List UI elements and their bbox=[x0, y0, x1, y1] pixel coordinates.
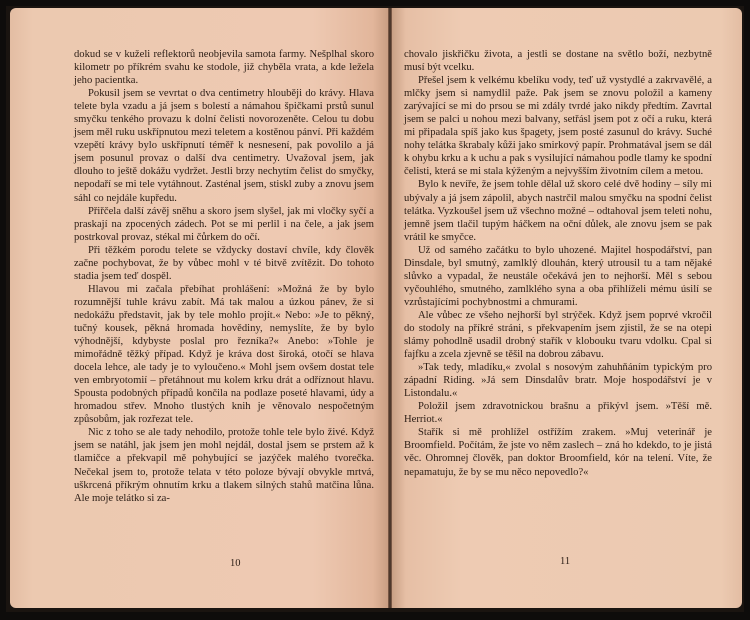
paragraph: Ale vůbec ze všeho nejhorší byl strýček. Když jsem poprvé vkročil do stodoly na příkré stráni, s překvapením jsem zjistil, že se na otepi slámy pohodlně usadil drobný stařík v klobouku tvaru vdolku. Cpal si fajfku a zcela zjevně se těšil na dobrou zábavu. bbox=[404, 309, 712, 361]
paragraph: Hlavou mi začala přebíhat prohlášení: »Možná že by bylo rozumnější tuhle krávu zabít. Má tak malou a úzkou pánev, že si nedokážu představit, jak by tele mohlo projít.« Nebo: »Je to pěkný, tučný kousek, pěkná hromada hovědiny, nemyslíte, že by bylo výhodnější, kdybyste poslal pro řezníka?« Anebo: »Tohle je mimořádně těžký případ. Když je kráva dost široká, otočí se hlava docela lehce, ale tady je to vyloučeno.« Mohl jsem ovšem dostat tele ven embryotomií – přetáhnout mu kolem krku drát a odříznout hlavu. Spousta podobných případů končila na podlaze poseté hlavami, údy a hromadou střev. Mnoho tlustých knih je věnovalo nespočetným způsobům, jak rozřezat tele. bbox=[74, 283, 374, 426]
paragraph: Bylo k nevíře, že jsem tohle dělal už skoro celé dvě hodiny – síly mi ubývaly a já jsem zápolil, abych nastrčil malou smyčku na spodní čelist telátka. Vyzkoušel jsem už všechno možné – odtahoval jsem teleti nohu, jemně jsem tlačil tupým háčkem na oční důlek, ale znovu jsem se pak vrátil ke smyčce. bbox=[404, 179, 712, 243]
paragraph: Přešel jsem k velkému kbelíku vody, teď už vystydlé a zakrvavělé, a mlčky jsem si namydlil paže. Pak jsem se znovu položil a kameny zarývající se mi do prsou se mi zdály tvrdé jako nikdy předtím. Zavrtal jsem se palci u nohou mezi balvany, setřásl jsem pot z očí a ruku, která mi připadala spíš jako kus špagety, jsem posté zasunul do krávy. Suché nohy telátka škrabaly kůži jako smirkový papír. Prohmatával jsem se dál k ohybu krku a k uchu a pak s vysilující námahou podle tlamy ke spodní čelisti, která se mi stala kýženým a nejvyšším životním cílem a metou. bbox=[404, 75, 712, 178]
page-number-left: 10 bbox=[230, 558, 241, 569]
paragraph: dokud se v kuželi reflektorů neobjevila samota farmy. Nešplhal skoro kilometr po příkrém svahu ke stodole, již chyběla vrata, a kde ležela jeho pacientka. bbox=[74, 49, 374, 87]
paragraph: chovalo jiskřičku života, a jestli se dostane na světlo boží, nezbytně musí být vcelku. bbox=[404, 49, 712, 74]
page-number-right: 11 bbox=[560, 556, 571, 567]
right-page bbox=[392, 8, 742, 608]
left-page bbox=[10, 8, 388, 608]
left-page-text bbox=[74, 48, 374, 505]
paragraph: Při těžkém porodu telete se vždycky dostaví chvíle, kdy člověk začne pochybovat, že by vůbec mohl v té bitvě zvítězit. Do tohoto stadia jsem teď dospěl. bbox=[74, 244, 374, 282]
paragraph: Už od samého začátku to bylo uhozené. Majitel hospodářství, pan Dinsdale, byl smutný, zamlklý dlouhán, který utrousil tu a tam nějaké slůvko a vypadal, že neustále očekává jen to nejhorší. Měl s sebou vyčouhlého, smutného, zamlklého syna a oba přihlíželi mému úsilí se vzrůstajícími pochybnostmi a chmurami. bbox=[404, 244, 712, 308]
paragraph: Přiřčela další závěj sněhu a skoro jsem slyšel, jak mi vločky syčí a praskají na zpocených zádech. Pot se mi perlil i na čele, a jak jsem postrkoval provaz, stékal mi čůrkem do očí. bbox=[74, 205, 374, 243]
open-book bbox=[6, 6, 744, 612]
paragraph: Položil jsem zdravotnickou brašnu a přikývl jsem. »Těší mě. Herriot.« bbox=[404, 401, 712, 426]
paragraph: »Tak tedy, mladíku,« zvolal s nosovým zahuhňáním typickým pro západní Riding. »Já sem Dinsdalův bratr. Moje hospodářství je v Listondalu.« bbox=[404, 362, 712, 400]
paragraph: Pokusil jsem se vevrtat o dva centimetry hlouběji do krávy. Hlava telete byla vzadu a já jsem s bolestí a námahou špičkami prstů sunul smyčku tenkého provazu k dolní čelisti novorozeněte. Celou tu dobu jsem měl ruku uskřípnutou mezi teletem a kostěnou pánví. Při každém vzepětí krávy bylo uskřípnutí téměř k nesnesení, pak povolilo a já jsem posunul provaz o další dva centimetry. Uvažoval jsem, jak dlouho to ještě dokážu vydržet. Jestli brzy nechytím čelist do smyčky, nepodaří se mi tele vytáhnout. Zasténal jsem, stiskl zuby a znovu jsem sáhl co nejdále kupředu. bbox=[74, 88, 374, 204]
paragraph: Nic z toho se ale tady nehodilo, protože tohle tele bylo živé. Když jsem se natáhl, jak jsem jen mohl nejdál, dostal jsem se prstem až k tlamičce a překvapil mě pohybující se jazýček malého tvorečka. Nečekal jsem to, protože telata v této poloze bývají obvykle mrtvá, uškrcená příkrým ohnutím krku a tlakem silných stahů matčina lůna. Ale moje telátko si za- bbox=[74, 427, 374, 504]
paragraph: Stařík si mě prohlížel ostřížím zrakem. »Muj veterinář je Broomfield. Počítám, že jste vo něm zaslech – zná ho kdekdo, to je jistá věc. Ohromnej člověk, pan doktor Broomfield, kór na telení. Víte, že nepamatuju, že by se mu něco nepovedlo?« bbox=[404, 427, 712, 478]
right-page-text bbox=[404, 48, 712, 479]
